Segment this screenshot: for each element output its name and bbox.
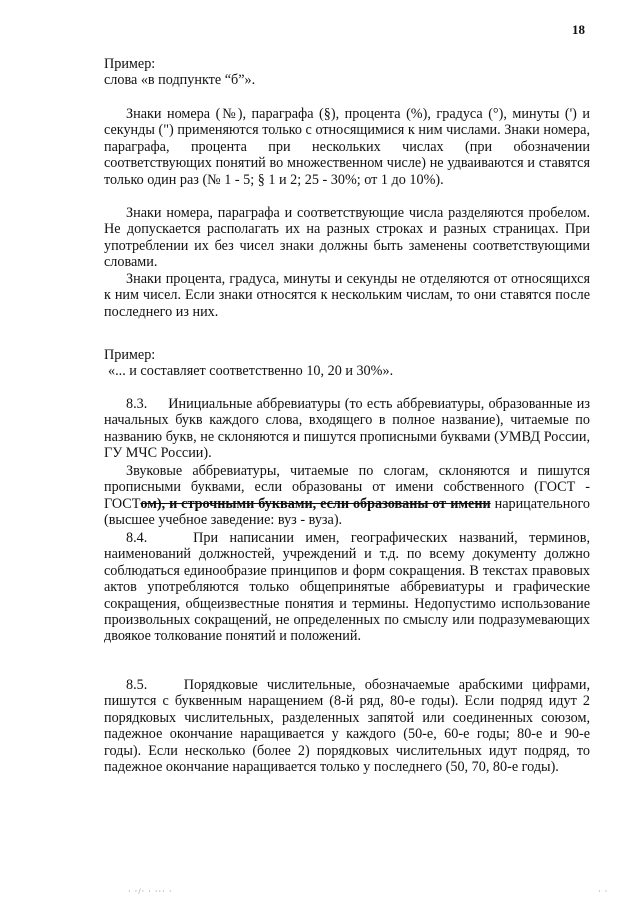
section-text: Инициальные аббревиатуры (то есть аббревиатуры, образованные из начальных букв каждого слова, входящего в полное название), читаемые по названию букв, не склоняются и пишутся прописными буквами (УМВД России, ГУ МЧС России). [104, 396, 590, 462]
section-8-3 [104, 396, 590, 462]
section-number: 8.3. [126, 396, 148, 412]
section-number: 8.5. [126, 677, 148, 693]
section-text: Порядковые числительные, обозначаемые арабскими цифрами, пишутся с буквенным наращением (8-й ряд, 80-е годы). Если подряд идут 2 порядковых числительных, разделенных запятой или соединенных союзом, падежное окончание наращивается у каждого (50-е, 60-е годы; 80-е и 90-е годы). Если несколько (более 2) порядковых числительных идут подряд, то падежное окончание наращивается только у последнего (50, 70, 80-е годы). [104, 677, 591, 776]
paragraph-signs: Знаки номера (№), параграфа (§), процента (%), градуса (°), минуты (') и секунды (") применяются только с относящимися к ним числами. Знаки номера, параграфа, процента при нескольких числах (при обозначении соответствующих понятий во множественном числе) не удваиваются и ставятся только один раз (№ 1 - 5; § 1 и 2; 25 - 30%; от 1 до 10%). [104, 106, 590, 188]
section-8-4 [104, 530, 590, 645]
example-block-2 [104, 347, 590, 380]
section-text: При написании имен, географических названий, терминов, наименований должностей, учреждений и т.д. по всему документу должно соблюдаться единообразие принципов и форм сокращения. В текстах правовых актов употребляются только общепринятые аббревиатуры и графические сокращения, общеизвестные понятия и термины. Недопустимо использование произвольных сокращений, не определенных по смыслу или подразумевающих двоякое толкование понятий и положений. [104, 530, 591, 645]
example-text: слова «в подпункте “б”». [104, 72, 256, 89]
section-8-5 [104, 677, 590, 775]
paragraph-space: Знаки номера, параграфа и соответствующие числа разделяются пробелом. Не допускается располагать их на разных строках и разных страницах. При употреблении их без чисел знаки должны быть заменены соответствующими словами. [104, 205, 590, 271]
paragraph-text-end: нарицательного (высшее учебное заведение: вуз - вуза). [104, 495, 591, 529]
struck-text: ом), и строчными буквами, если образованы от имени [140, 495, 491, 512]
example-label: Пример: [104, 347, 156, 363]
paragraph-text: Звуковые аббревиатуры, читаемые по слогам, склоняются и пишутся прописными буквами, если образованы от имени собственного (ГОСТ - ГОСТ [104, 463, 590, 512]
example-block-1 [104, 56, 590, 89]
paragraph-degree: Знаки процента, градуса, минуты и секунды не отделяются от относящихся к ним чисел. Если знаки относятся к нескольким числам, то они ставятся после последнего из них. [104, 271, 590, 320]
section-number: 8.4. [126, 530, 148, 546]
scan-artifact-right: · · [598, 887, 609, 896]
example-text: «... и составляет соответственно 10, 20 и 30%». [108, 363, 394, 380]
example-label: Пример: [104, 56, 156, 72]
section-8-3-paragraph-2 [104, 463, 590, 529]
page-number: 18 [572, 22, 585, 37]
scan-artifact-left: · ·/· · ··· · [128, 887, 173, 896]
